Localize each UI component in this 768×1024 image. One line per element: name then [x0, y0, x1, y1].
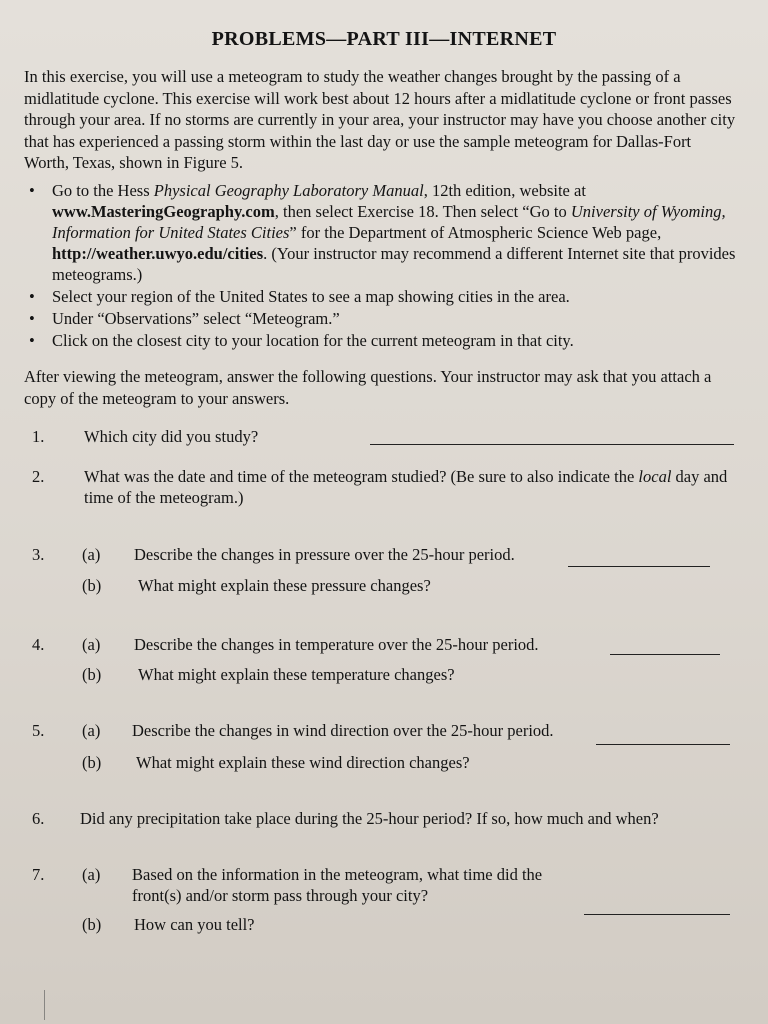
question-number: 7.	[32, 865, 45, 884]
question-text: Which city did you study?	[84, 427, 259, 446]
after-paragraph: After viewing the meteogram, answer the following questions. Your instructor may ask that you attach a copy of the meteogram to your answers.	[24, 367, 712, 408]
part-b-text: What might explain these temperature changes?	[138, 665, 455, 684]
question-number: 1.	[32, 427, 45, 446]
question-number: 4.	[32, 635, 45, 654]
cities-link[interactable]: http://weather.uwyo.edu/cities	[52, 244, 264, 263]
answer-line-1[interactable]	[370, 444, 734, 445]
part-b-label: (b)	[82, 915, 102, 934]
question-text: Did any precipitation take place during the 25-hour period? If so, how much and when?	[80, 809, 659, 828]
bullet-icon: •	[29, 309, 35, 328]
answer-line-5a[interactable]	[596, 744, 730, 745]
part-a-text: Describe the changes in wind direction over the 25-hour period.	[132, 721, 554, 740]
part-a-label: (a)	[82, 545, 101, 564]
question-text: What was the date and time of the meteogram studied? (Be sure to also indicate the local day and time of the meteogram.)	[84, 467, 728, 507]
instruction-item: • Click on the closest city to your location for the current meteogram in that city.	[29, 331, 574, 350]
question-number: 5.	[32, 721, 45, 740]
part-b-label: (b)	[82, 665, 102, 684]
pencil-mark	[44, 990, 45, 1020]
part-b-text: What might explain these pressure changes?	[138, 576, 431, 595]
part-a-label: (a)	[82, 635, 101, 654]
answer-line-7a[interactable]	[584, 914, 730, 915]
part-b-text: What might explain these wind direction changes?	[136, 753, 470, 772]
question-number: 2.	[32, 467, 45, 486]
part-a-text: Based on the information in the meteogram, what time did the front(s) and/or storm pass through your city?	[132, 865, 543, 905]
answer-line-3a[interactable]	[568, 566, 710, 567]
part-b-label: (b)	[82, 576, 102, 595]
question-number: 6.	[32, 809, 45, 828]
instructions-list	[24, 180, 738, 352]
part-a-label: (a)	[82, 865, 101, 884]
bullet-icon: •	[29, 331, 35, 350]
instruction-item: • Select your region of the United States to see a map showing cities in the area.	[29, 287, 570, 306]
instruction-item: • Under “Observations” select “Meteogram.”	[29, 309, 340, 328]
part-b-text: How can you tell?	[134, 915, 255, 934]
part-a-label: (a)	[82, 721, 101, 740]
part-a-text: Describe the changes in temperature over the 25-hour period.	[134, 635, 539, 654]
intro-paragraph: In this exercise, you will use a meteogram to study the weather changes brought by the passing of a midlatitude cyclone. This exercise will work best about 12 hours after a midlatitude cyclone or front passes through your area. If no storms are currently in your area, your instructor may have you choose another city that has experienced a passing storm within the last day or use the sample meteogram for Dallas-Fort Worth, Texas, shown in Figure 5.	[24, 67, 736, 172]
question-number: 3.	[32, 545, 45, 564]
bullet-icon: •	[29, 181, 35, 200]
part-a-text: Describe the changes in pressure over the 25-hour period.	[134, 545, 515, 564]
page-title: PROBLEMS—PART III—INTERNET	[211, 28, 557, 50]
bullet-icon: •	[29, 287, 35, 306]
website-link[interactable]: www.MasteringGeography.com	[52, 202, 275, 221]
instruction-item: • Go to the Hess Physical Geography Laboratory Manual, 12th edition, website at www.MasteringGeography.com, then select Exercise 18. Then select “Go to University of Wyoming, Information for United States Cities” for the Department of Atmospheric Science Web page, http://weather.uwyo.edu/cities. (Your instructor may recommend a different Internet site that provides meteograms.)	[29, 181, 736, 284]
part-b-label: (b)	[82, 753, 102, 772]
answer-line-4a[interactable]	[610, 654, 720, 655]
